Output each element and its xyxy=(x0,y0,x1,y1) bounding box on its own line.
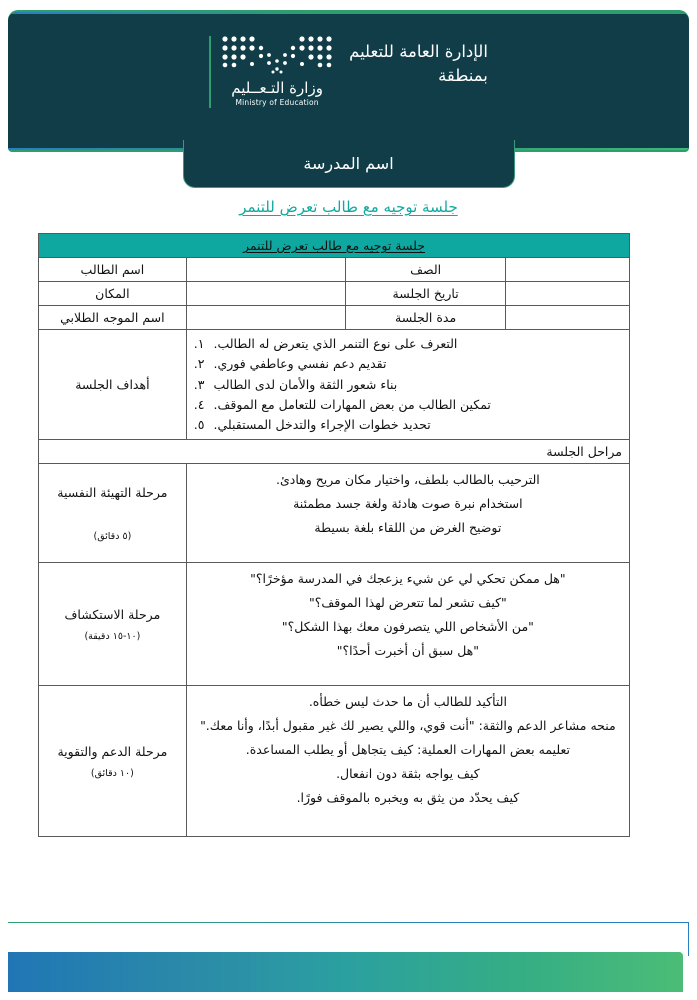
header-band xyxy=(8,10,689,152)
stage-line: "هل ممكن تحكي لي عن شيء يزعجك في المدرسة مؤخرًا؟" xyxy=(250,571,566,587)
logo-stack xyxy=(219,34,335,107)
session-form-table-wrapper xyxy=(38,233,630,837)
label-cell-stage-support xyxy=(39,686,187,837)
school-name-tab[interactable] xyxy=(183,140,515,188)
page-header xyxy=(8,10,689,173)
stage-line: التأكيد للطالب أن ما حدث ليس خطأه. xyxy=(308,694,507,710)
stage-content-exploration xyxy=(186,563,629,686)
stage-line: كيف يواجه بثقة دون انفعال. xyxy=(336,766,480,782)
table-row-stage xyxy=(39,464,630,563)
palm-dots-emblem-icon xyxy=(219,34,335,76)
stage-content-preparation xyxy=(186,464,629,563)
label-cell-class: الصف xyxy=(346,258,506,282)
header-content xyxy=(8,34,689,108)
label-cell-stage-exploration xyxy=(39,563,187,686)
value-cell-counselor-name[interactable] xyxy=(186,306,346,330)
table-row xyxy=(39,258,630,282)
goal-text: تقديم دعم نفسي وعاطفي فوري. xyxy=(213,356,387,372)
label-cell-place: المكان xyxy=(39,282,187,306)
value-cell-class[interactable] xyxy=(505,258,629,282)
table-row-stage xyxy=(39,686,630,837)
goals-list-cell xyxy=(186,330,629,440)
directorate-line-1: الإدارة العامة للتعليم xyxy=(349,42,488,61)
stages-header-cell: مراحل الجلسة xyxy=(39,440,630,464)
table-row-goals xyxy=(39,330,630,440)
goal-number: ٥. xyxy=(193,417,205,432)
value-cell-student-name[interactable] xyxy=(186,258,346,282)
stage-line: "كيف تشعر لما تتعرض لهذا الموقف؟" xyxy=(308,595,507,611)
table-row xyxy=(39,282,630,306)
goal-text: التعرف على نوع التنمر الذي يتعرض له الطالب. xyxy=(213,336,458,351)
stage-line: كيف يحدّد من يثق به ويخبره بالموقف فورًا. xyxy=(296,790,520,806)
label-cell-student-name: اسم الطالب xyxy=(39,258,187,282)
stage-name: مرحلة التهيئة النفسية xyxy=(57,484,168,500)
footer-gradient-bar xyxy=(8,952,683,992)
school-name-label: اسم المدرسة xyxy=(303,154,394,173)
table-row xyxy=(39,306,630,330)
directorate-line-2: بمنطقة xyxy=(438,65,488,85)
table-row-stage xyxy=(39,563,630,686)
table-banner-cell: جلسة توجيه مع طالب تعرض للتنمر xyxy=(39,234,630,258)
list-item xyxy=(194,375,622,395)
footer-curved-line xyxy=(8,922,689,956)
session-form-table xyxy=(38,233,630,837)
stage-content-support xyxy=(186,686,629,837)
goal-text: تحديد خطوات الإجراء والتدخل المستقبلي. xyxy=(213,417,431,432)
stage-line: استخدام نبرة صوت هادئة ولغة جسد مطمئنة xyxy=(293,496,523,512)
stage-line: "هل سبق أن أخبرت أحدًا؟" xyxy=(336,643,480,659)
label-cell-session-date: تاريخ الجلسة xyxy=(346,282,506,306)
label-cell-goals: أهداف الجلسة xyxy=(39,330,187,440)
list-item xyxy=(194,354,622,374)
goal-text: تمكين الطالب من بعض المهارات للتعامل مع الموقف. xyxy=(213,396,491,412)
stage-duration: (١٠ دقائق) xyxy=(90,767,134,779)
label-cell-session-duration: مدة الجلسة xyxy=(346,306,506,330)
list-item xyxy=(194,415,622,435)
page-title: جلسة توجيه مع طالب تعرض للتنمر xyxy=(239,198,458,216)
stage-line: الترحيب بالطالب بلطف، واختيار مكان مريح وهادئ. xyxy=(276,472,540,488)
stage-duration: (١٠-١٥ دقيقة) xyxy=(84,630,141,642)
table-row-stages-header xyxy=(39,440,630,464)
stage-line: "من الأشخاص اللي يتصرفون معك بهذا الشكل؟" xyxy=(281,619,534,635)
stage-line: توضيح الغرض من اللقاء بلغة بسيطة xyxy=(314,520,502,536)
label-cell-stage-preparation xyxy=(39,464,187,563)
table-banner-row xyxy=(39,234,630,258)
goal-number: ٤. xyxy=(193,396,205,412)
ministry-name-arabic: وزارة التـعــليم xyxy=(231,79,323,97)
ministry-name-english: Ministry of Education xyxy=(235,98,319,107)
goal-number: ٣. xyxy=(193,376,205,392)
goal-text: بناء شعور الثقة والأمان لدى الطالب xyxy=(213,376,398,392)
ministry-of-education-logo xyxy=(209,34,335,108)
logo-divider-rule xyxy=(209,36,211,108)
stage-name: مرحلة الدعم والتقوية xyxy=(57,743,168,759)
goal-number: ٢. xyxy=(193,356,205,372)
value-cell-session-duration[interactable] xyxy=(505,306,629,330)
value-cell-session-date[interactable] xyxy=(505,282,629,306)
stage-line: منحه مشاعر الدعم والثقة: "أنت قوي، واللي يصير لك غير مقبول أبدًا، وأنا معك." xyxy=(200,718,616,734)
stage-line: تعليمه بعض المهارات العملية: كيف يتجاهل أو يطلب المساعدة. xyxy=(245,742,570,758)
stage-name: مرحلة الاستكشاف xyxy=(64,606,161,622)
value-cell-place[interactable] xyxy=(186,282,346,306)
goal-number: ١. xyxy=(193,336,205,351)
label-cell-counselor-name: اسم الموجه الطلابي xyxy=(39,306,187,330)
education-directorate-title xyxy=(349,34,488,88)
stage-duration: (٥ دقائق) xyxy=(93,530,132,542)
goals-list xyxy=(194,334,622,435)
list-item xyxy=(194,334,622,354)
list-item xyxy=(194,395,622,415)
